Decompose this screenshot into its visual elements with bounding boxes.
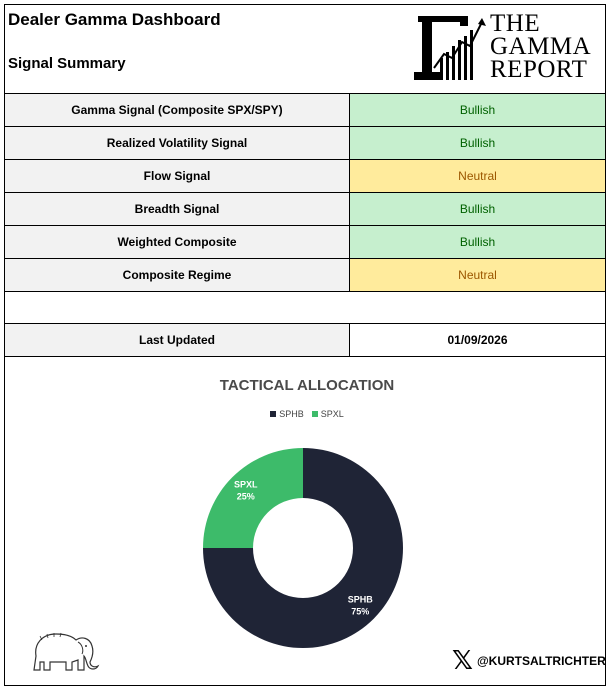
signal-value: Bullish — [350, 94, 605, 126]
legend-item-spxl — [312, 409, 344, 419]
signal-value: Bullish — [350, 193, 605, 225]
signal-value: Neutral — [350, 160, 605, 192]
logo-line-3: REPORT — [490, 56, 588, 83]
signal-row — [5, 160, 605, 193]
legend-item-sphb — [270, 409, 304, 419]
social-handle — [452, 648, 606, 674]
legend-swatch-spxl — [312, 411, 318, 417]
signal-value: Bullish — [350, 226, 605, 258]
last-updated-value: 01/09/2026 — [447, 333, 508, 347]
handle-text: @KURTSALTRICHTER — [476, 654, 606, 668]
signal-label: Flow Signal — [5, 160, 350, 192]
signal-row — [5, 226, 605, 259]
legend-label-spxl: SPXL — [320, 409, 344, 419]
gamma-logo-icon — [410, 12, 490, 84]
chart-legend — [0, 409, 614, 419]
signal-label: Breadth Signal — [5, 193, 350, 225]
signal-table — [5, 93, 605, 292]
chart-title: TACTICAL ALLOCATION — [219, 377, 395, 394]
donut-label-name: SPXL — [233, 479, 258, 490]
last-updated-label: Last Updated — [5, 324, 350, 356]
signal-value: Neutral — [350, 259, 605, 291]
x-logo-icon: 𝕏 — [452, 646, 473, 676]
signal-row — [5, 259, 605, 292]
allocation-donut-chart — [202, 447, 404, 649]
donut-label-name: SPHB — [347, 594, 373, 605]
signal-row — [5, 193, 605, 226]
legend-swatch-sphb — [270, 411, 276, 417]
last-updated-row — [5, 324, 605, 357]
page-subtitle: Signal Summary — [8, 55, 126, 72]
logo-text — [490, 12, 591, 81]
signal-label: Gamma Signal (Composite SPX/SPY) — [5, 94, 350, 126]
signal-row — [5, 94, 605, 127]
signal-label: Weighted Composite — [5, 226, 350, 258]
signal-label: Realized Volatility Signal — [5, 127, 350, 159]
signal-value: Bullish — [350, 127, 605, 159]
elephant-icon — [28, 626, 102, 674]
signal-row — [5, 127, 605, 160]
logo-line-2: GAMMA — [490, 33, 592, 60]
donut-label-value: 25% — [236, 491, 255, 502]
gamma-report-logo — [410, 12, 596, 84]
donut-label-value: 75% — [351, 606, 370, 617]
signal-label: Composite Regime — [5, 259, 350, 291]
logo-line-1: THE — [490, 10, 541, 37]
page-title: Dealer Gamma Dashboard — [8, 10, 221, 29]
legend-label-sphb: SPHB — [279, 409, 304, 419]
blank-row — [5, 291, 605, 324]
